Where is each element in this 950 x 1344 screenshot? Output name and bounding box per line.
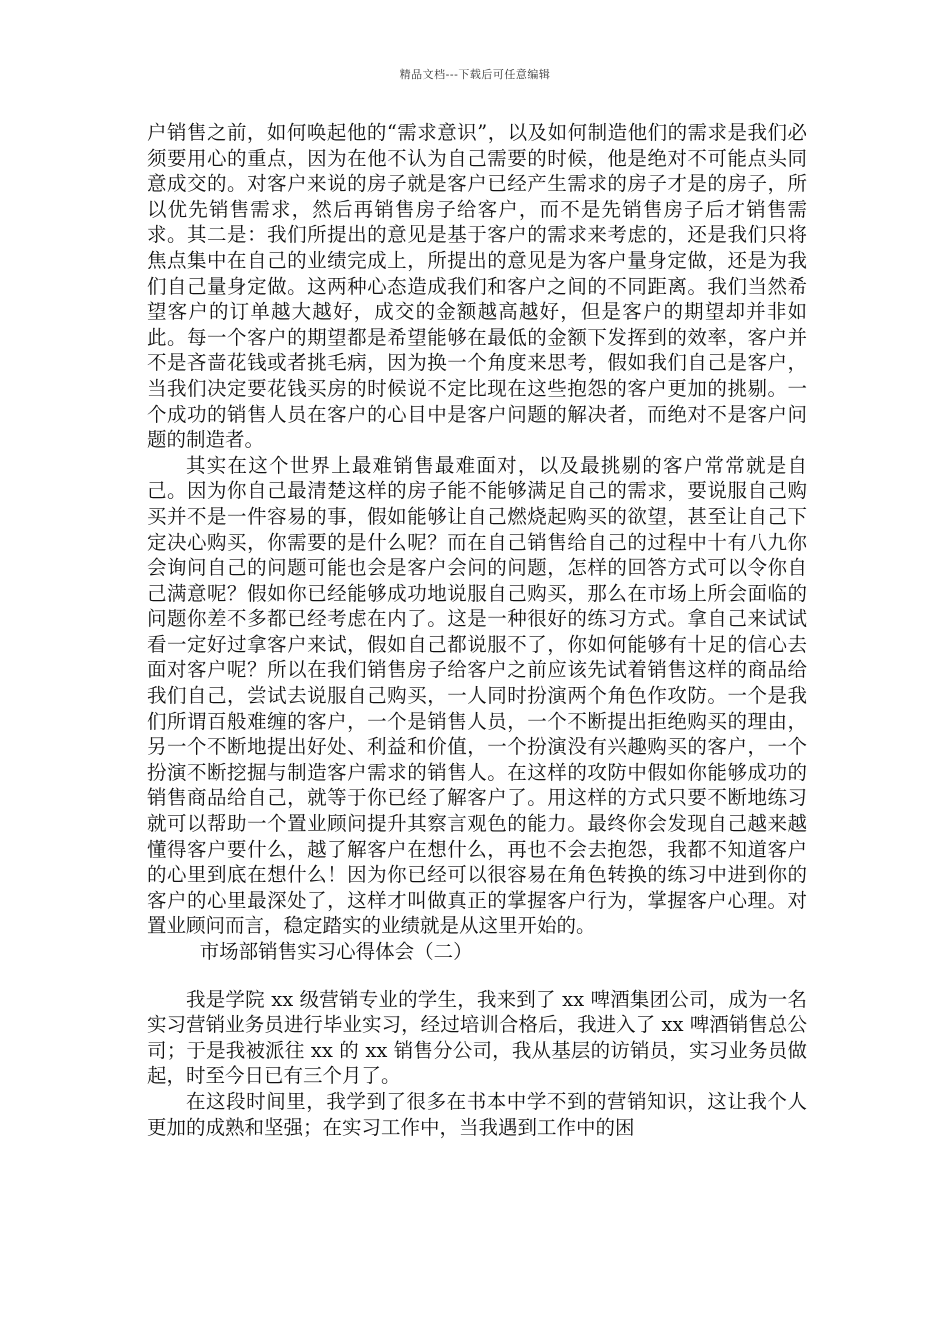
section-title: 市场部销售实习心得体会（二） (199, 940, 473, 963)
paragraph-2: 其实在这个世界上最难销售最难面对，以及最挑剔的客户常常就是自己。因为你自己最清楚这样的房子能不能够满足自己的需求，要说服自己购买并不是一件容易的事，假如能够让自己燃烧起购买的欲望，甚至让自己下定决心购买，你需要的是什么呢？而在自己销售给自己的过程中十有八九你会询问自己的问题可能也会是客户会问的问题，怎样的回答方式可以令你自己满意呢？假如你已经能够成功地说服自己购买，那么在市场上所会面临的问题你差不多都已经考虑在内了。这是一种很好的练习方式。拿自己来试试看一定好过拿客户来试，假如自己都说服不了，你如何能够有十足的信心去面对客户呢？所以在我们销售房子给客户之前应该先试着销售这样的商品给我们自己，尝试去说服自己购买，一人同时扮演两个角色作攻防。一个是我们所谓百般难缠的客户，一个是销售人员，一个不断提出拒绝购买的理由，另一个不断地提出好处、利益和价值，一个扮演没有兴趣购买的客户，一个扮演不断挖掘与制造客户需求的销售人。在这样的攻防中假如你能够成功的销售商品给自己，就等于你已经了解客户了。用这样的方式只要不断地练习就可以帮助一个置业顾问提升其察言观色的能力。最终你会发现自己越来越懂得客户要什么，越了解客户在想什么，再也不会去抱怨，我都不知道客户的心里到底在想什么！因为你已经可以很容易在角色转换的练习中进到你的客户的心里最深处了，这样才叫做真正的掌握客户行为，掌握客户心理。对置业顾问而言，稳定踏实的业绩就是从这里开始的。 (147, 453, 807, 938)
document-body (147, 120, 807, 1140)
paragraph-1: 户销售之前，如何唤起他的“需求意识”，以及如何制造他们的需求是我们必须要用心的重点，因为在他不认为自己需要的时候，他是绝对不可能点头同意成交的。对客户来说的房子就是客户已经产生需求的房子才是的房子，所以优先销售需求，然后再销售房子给客户，而不是先销售房子后才销售需求。其二是：我们所提出的意见是基于客户的需求来考虑的，还是我们只将焦点集中在自己的业绩完成上，所提出的意见是为客户量身定做，还是为我们自己量身定做。这两种心态造成我们和客户之间的不同距离。我们当然希望客户的订单越大越好，成交的金额越高越好，但是客户的期望却并非如此。每一个客户的期望都是希望能够在最低的金额下发挥到的效率，客户并不是吝啬花钱或者挑毛病，因为换一个角度来思考，假如我们自己是客户，当我们决定要花钱买房的时候说不定比现在这些抱怨的客户更加的挑剔。一个成功的销售人员在客户的心目中是客户问题的解决者，而绝对不是客户问题的制造者。 (147, 121, 807, 452)
paragraph-4: 在这段时间里，我学到了很多在书本中学不到的营销知识，这让我个人更加的成熟和坚强；在实习工作中，当我遇到工作中的困 (147, 1089, 807, 1139)
blank-line (147, 965, 807, 987)
paragraph-3: 我是学院 xx 级营销专业的学生，我来到了 xx 啤酒集团公司，成为一名实习营销业务员进行毕业实习，经过培训合格后，我进入了 xx 啤酒销售总公司；于是我被派往 xx 的 xx 销售分公司，我从基层的访销员，实习业务员做起，时至今日已有三个月了。 (147, 987, 807, 1088)
page-header: 精品文档---下载后可任意编辑 (399, 68, 551, 81)
